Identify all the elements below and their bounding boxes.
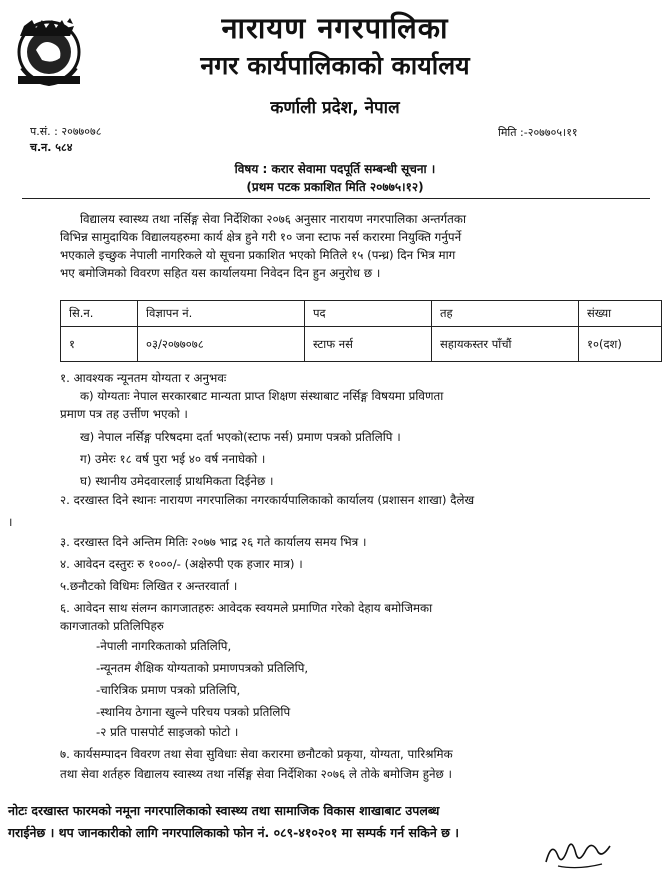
col-serial: सि.न. [61, 301, 138, 327]
patra-sankhya: प.सं. : २०७७०७८ [30, 125, 102, 138]
col-advertisement-no: विज्ञापन नं. [138, 301, 305, 327]
deadline-line: ३. दरखास्त दिने अन्तिम मितिः २०७७ भाद्र २६ गते कार्यालय समय भित्र । [60, 535, 367, 549]
service-terms-line: ७. कार्यसम्पादन विवरण तथा सेवा सुविधाः सेवा करारमा छनौटको प्रकृया, योग्यता, पारिश्रमिक [60, 747, 453, 761]
requirement-item: प्रमाण पत्र तह उर्त्तीण भएको । [60, 407, 188, 421]
fee-line: ४. आवेदन दस्तुरः रु १०००/- (अक्षेरुपी एक हजार मात्र) । [60, 557, 303, 571]
requirement-item: ग) उमेरः १८ वर्ष पुरा भई ४० वर्ष ननाघेको । [80, 452, 266, 466]
intro-line: भए बमोजिमको विवरण सहित यस कार्यालयमा निवेदन दिन हुन अनुरोध छ । [60, 266, 381, 280]
document-item: -न्यूनतम शैक्षिक योग्यताको प्रमाणपत्रको प्रतिलिपि, [96, 661, 309, 675]
chalani-number: च.न. ५८४ [30, 141, 73, 154]
cell-count: १०(दश) [579, 327, 662, 362]
requirement-item: घ) स्थानीय उमेदवारलाई प्राथमिकता दिईनेछ । [80, 474, 274, 488]
office-name-title: नारायण नगरपालिका [221, 11, 449, 45]
note-line: नोटः दरखास्त फारमको नमूना नगरपालिकाको स्वास्थ्य तथा सामाजिक विकास शाखाबाट उपलब्ध [8, 803, 440, 818]
office-location: कर्णाली प्रदेश, नेपाल [270, 98, 400, 118]
document-item: -स्थानिय ठेगाना खुल्ने परिचय पत्रको प्रतिलिपि [96, 705, 291, 719]
documents-title: ६. आवेदन साथ संलग्न कागजातहरुः आवेदक स्वयमले प्रमाणित गरेको देहाय बमोजिमका [60, 601, 433, 615]
subject-line: विषय : करार सेवामा पदपूर्ति सम्बन्धी सूचना । [234, 162, 436, 176]
requirements-title: १. आवश्यक न्यूनतम योग्यता र अनुभवः [60, 371, 227, 385]
note-line: गराईनेछ । थप जानकारीको लागि नगरपालिकाको फोन नं. ०८९-४१०२०१ मा सम्पर्क गर्न सकिने छ । [8, 825, 459, 840]
document-item: -२ प्रति पासपोर्ट साइजको फोटो । [96, 725, 239, 739]
application-place-end: । [8, 515, 13, 529]
published-date-line: (प्रथम पटक प्रकाशित मिति २०७७५।१२) [246, 180, 424, 194]
office-subtitle: नगर कार्यपालिकाको कार्यालय [200, 51, 470, 80]
notice-date: मिति :-२०७७०५।११ [498, 126, 578, 139]
requirement-item: क) योग्यताः नेपाल सरकारबाट मान्यता प्राप्त शिक्षण संस्थाबाट नर्सिङ्ग विषयमा प्रविणता [80, 389, 444, 403]
selection-method-line: ५.छनौटको विधिमः लिखित र अन्तरवार्ता । [60, 579, 238, 593]
requirement-item: ख) नेपाल नर्सिङ्ग परिषदमा दर्ता भएको(स्टाफ नर्स) प्रमाण पत्रको प्रतिलिपि । [80, 430, 401, 444]
documents-subtitle: कागजातको प्रतिलिपिहरु [60, 619, 164, 633]
header-divider [22, 198, 650, 199]
cell-advertisement-no: ०३/२०७७०७८ [138, 327, 305, 362]
table-header-row [61, 301, 662, 327]
document-item: -नेपाली नागरिकताको प्रतिलिपि, [96, 639, 232, 653]
col-position: पद [305, 301, 432, 327]
cell-position: स्टाफ नर्स [305, 327, 432, 362]
vacancy-table [60, 300, 662, 362]
col-count: संख्या [579, 301, 662, 327]
application-place: २. दरखास्त दिने स्थानः नारायण नगरपालिका नगरकार्यपालिकाको कार्यालय (प्रशासन शाखा) दैलेख [60, 493, 475, 507]
intro-line: भएकाले इच्छुक नेपाली नागरिकले यो सूचना प्रकाशित भएको मितिले १५ (पन्ध्र) दिन भित्र माग [60, 248, 456, 262]
col-level: तह [432, 301, 579, 327]
signature-icon [538, 832, 618, 872]
table-row [61, 327, 662, 362]
service-terms-line: तथा सेवा शर्तहरु विद्यालय स्वास्थ्य तथा नर्सिङ्ग सेवा निर्देशिका २०७६ ले तोके बमोजिम हुनेछ । [60, 767, 453, 781]
intro-paragraph [60, 210, 652, 282]
cell-level: सहायकस्तर पाँचौं [432, 327, 579, 362]
document-item: -चारित्रिक प्रमाण पत्रको प्रतिलिपि, [96, 683, 241, 697]
cell-serial: १ [61, 327, 138, 362]
intro-line: विभिन्न सामुदायिक विद्यालयहरुमा कार्य क्षेत्र हुने गरी १० जना स्टाफ नर्स करारमा नियुक्ति गर्नुपर्ने [60, 230, 462, 244]
intro-line: विद्यालय स्वास्थ्य तथा नर्सिङ्ग सेवा निर्देशिका २०७६ अनुसार नारायण नगरपालिका अन्तर्गतका [80, 212, 467, 226]
